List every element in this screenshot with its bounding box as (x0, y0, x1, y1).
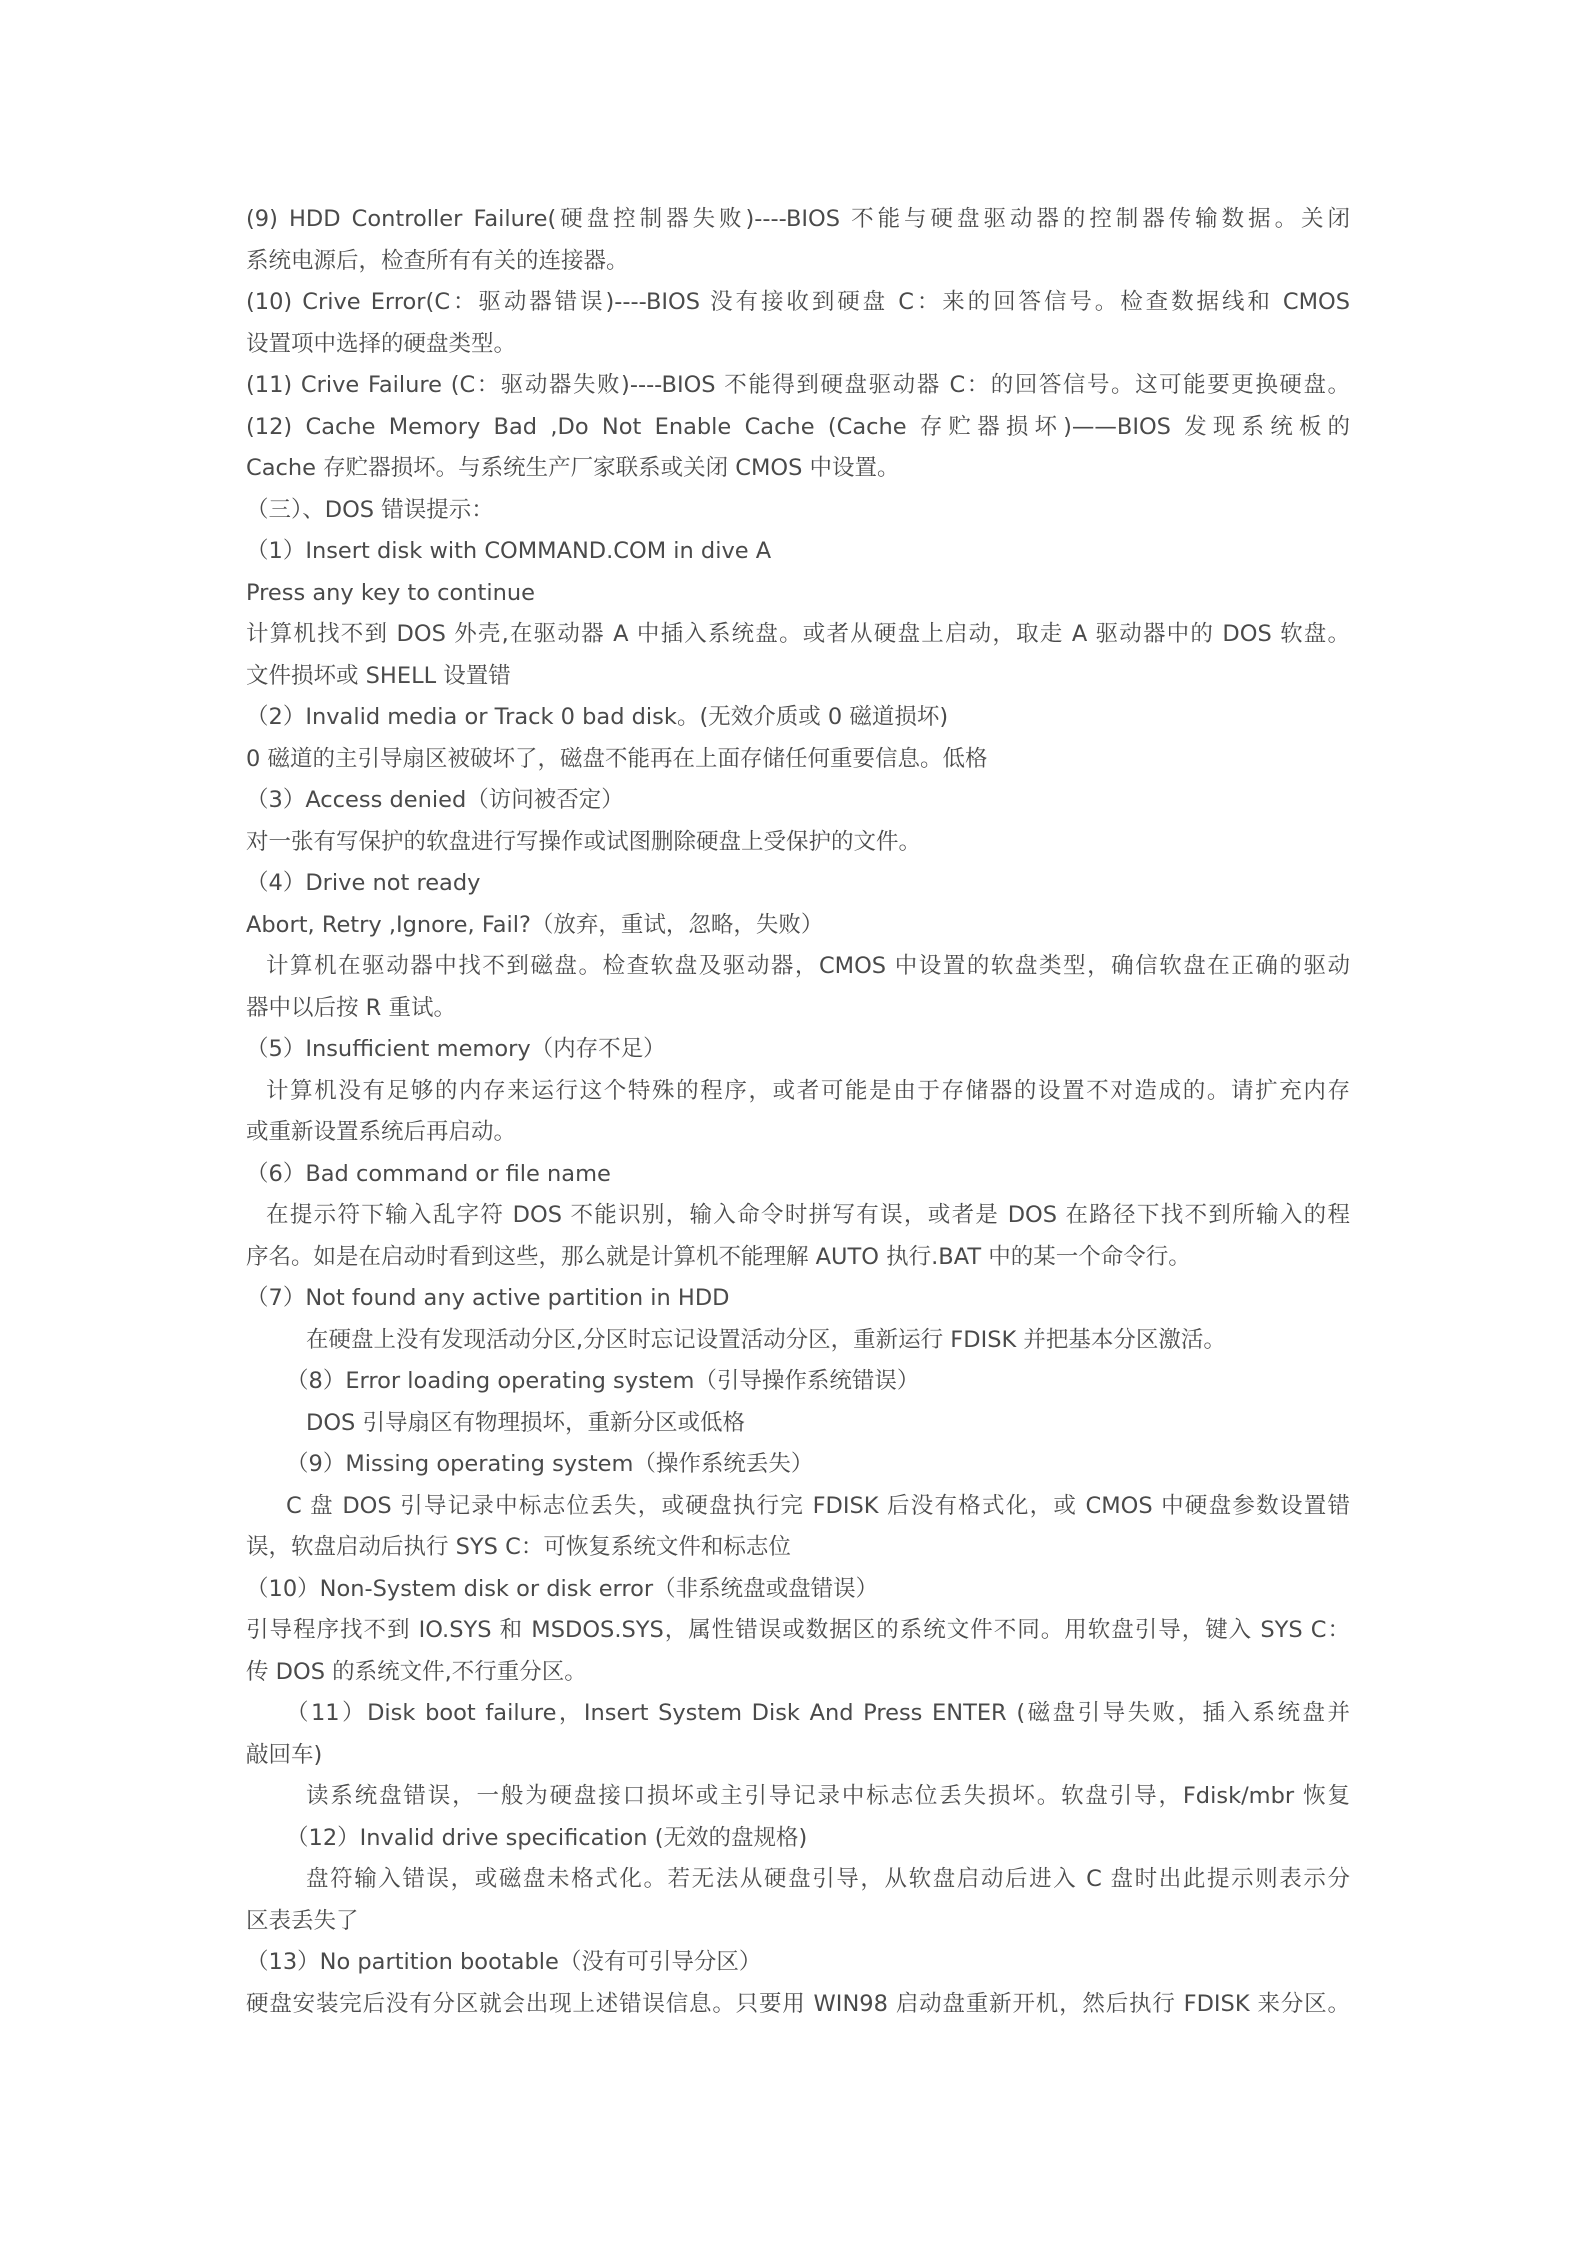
text-line: 区表丢失了 (246, 1907, 359, 1934)
text-line: 序名。如是在启动时看到这些，那么就是计算机不能理解 AUTO 执行.BAT 中的某一个命令行。 (246, 1243, 1191, 1270)
text-line: 传 DOS 的系统文件,不行重分区。 (246, 1658, 587, 1685)
text-line: （1）Insert disk with COMMAND.COM in dive A (246, 538, 772, 564)
text-line: （13）No partition bootable（没有可引导分区） (246, 1949, 762, 1975)
text-line: 读系统盘错误，一般为硬盘接口损坏或主引导记录中标志位丢失损坏。软盘引导，Fdisk/mbr 恢复 (306, 1783, 1350, 1809)
text-line: 计算机没有足够的内存来运行这个特殊的程序，或者可能是由于存储器的设置不对造成的。请扩充内存 (266, 1077, 1350, 1104)
text-line: DOS 引导扇区有物理损坏，重新分区或低格 (306, 1409, 745, 1436)
text-line: 在硬盘上没有发现活动分区,分区时忘记设置活动分区，重新运行 FDISK 并把基本分区激活。 (306, 1326, 1226, 1353)
text-line: （11）Disk boot failure，Insert System Disk And Press ENTER (磁盘引导失败，插入系统盘并 (286, 1700, 1350, 1726)
text-line: （10）Non-System disk or disk error（非系统盘或盘错误） (246, 1575, 879, 1602)
text-line: （三）、DOS 错误提示： (246, 496, 494, 523)
text-line: 误，软盘启动后执行 SYS C：可恢复系统文件和标志位 (246, 1534, 791, 1560)
text-line: 硬盘安装完后没有分区就会出现上述错误信息。只要用 WIN98 启动盘重新开机，然后执行 FDISK 来分区。 (246, 1990, 1350, 2017)
text-line: （6）Bad command or file name (246, 1160, 611, 1187)
text-line: （5）Insufficient memory（内存不足） (246, 1036, 666, 1062)
text-line: 或重新设置系统后再启动。 (246, 1119, 517, 1145)
text-line: 计算机找不到 DOS 外壳,在驱动器 A 中插入系统盘。或者从硬盘上启动，取走 A 驱动器中的 DOS 软盘。 (246, 621, 1350, 647)
text-line: (12) Cache Memory Bad ,Do Not Enable Cache (Cache 存贮器损坏)——BIOS 发现系统板的 (246, 413, 1350, 440)
text-line: 敲回车) (246, 1741, 323, 1768)
text-line: 设置项中选择的硬盘类型。 (246, 330, 517, 357)
text-line: 在提示符下输入乱字符 DOS 不能识别，输入命令时拼写有误，或者是 DOS 在路径下找不到所输入的程 (266, 1202, 1350, 1228)
text-line: （8）Error loading operating system（引导操作系统错误） (286, 1368, 920, 1394)
text-line: 0 磁道的主引导扇区被破坏了，磁盘不能再在上面存储任何重要信息。低格 (246, 745, 988, 772)
text-line: （7）Not found any active partition in HDD (246, 1285, 730, 1311)
text-line: Abort, Retry ,Ignore, Fail?（放弃，重试，忽略，失败） (246, 911, 824, 938)
text-line: （2）Invalid media or Track 0 bad disk。(无效介质或 0 磁道损坏) (246, 704, 949, 730)
text-line: Press any key to continue (246, 579, 535, 606)
text-line: （4）Drive not ready (246, 870, 481, 896)
text-line: 盘符输入错误，或磁盘未格式化。若无法从硬盘引导，从软盘启动后进入 C 盘时出此提示则表示分 (306, 1866, 1350, 1892)
text-line: （9）Missing operating system（操作系统丢失） (286, 1451, 814, 1477)
text-line: (10) Crive Error(C：驱动器错误)----BIOS 没有接收到硬盘 C：来的回答信号。检查数据线和 CMOS (246, 289, 1350, 315)
document-body (246, 199, 1350, 2025)
text-line: 器中以后按 R 重试。 (246, 994, 456, 1021)
text-line: （3）Access denied（访问被否定） (246, 787, 624, 813)
text-line: C 盘 DOS 引导记录中标志位丢失，或硬盘执行完 FDISK 后没有格式化，或 CMOS 中硬盘参数设置错 (286, 1492, 1350, 1519)
text-line: 文件损坏或 SHELL 设置错 (246, 662, 511, 689)
text-line: (11) Crive Failure (C：驱动器失败)----BIOS 不能得到硬盘驱动器 C：的回答信号。这可能要更换硬盘。 (246, 372, 1350, 398)
text-line: Cache 存贮器损坏。与系统生产厂家联系或关闭 CMOS 中设置。 (246, 455, 900, 481)
text-line: (9) HDD Controller Failure(硬盘控制器失败)----BIOS 不能与硬盘驱动器的控制器传输数据。关闭 (246, 206, 1350, 232)
text-line: 对一张有写保护的软盘进行写操作或试图删除硬盘上受保护的文件。 (246, 828, 922, 855)
text-line: 计算机在驱动器中找不到磁盘。检查软盘及驱动器，CMOS 中设置的软盘类型，确信软盘在正确的驱动 (266, 953, 1350, 979)
text-line: 系统电源后，检查所有有关的连接器。 (246, 247, 629, 274)
text-line: （12）Invalid drive specification (无效的盘规格) (286, 1824, 808, 1851)
text-line: 引导程序找不到 IO.SYS 和 MSDOS.SYS，属性错误或数据区的系统文件不同。用软盘引导，键入 SYS C： (246, 1617, 1350, 1643)
